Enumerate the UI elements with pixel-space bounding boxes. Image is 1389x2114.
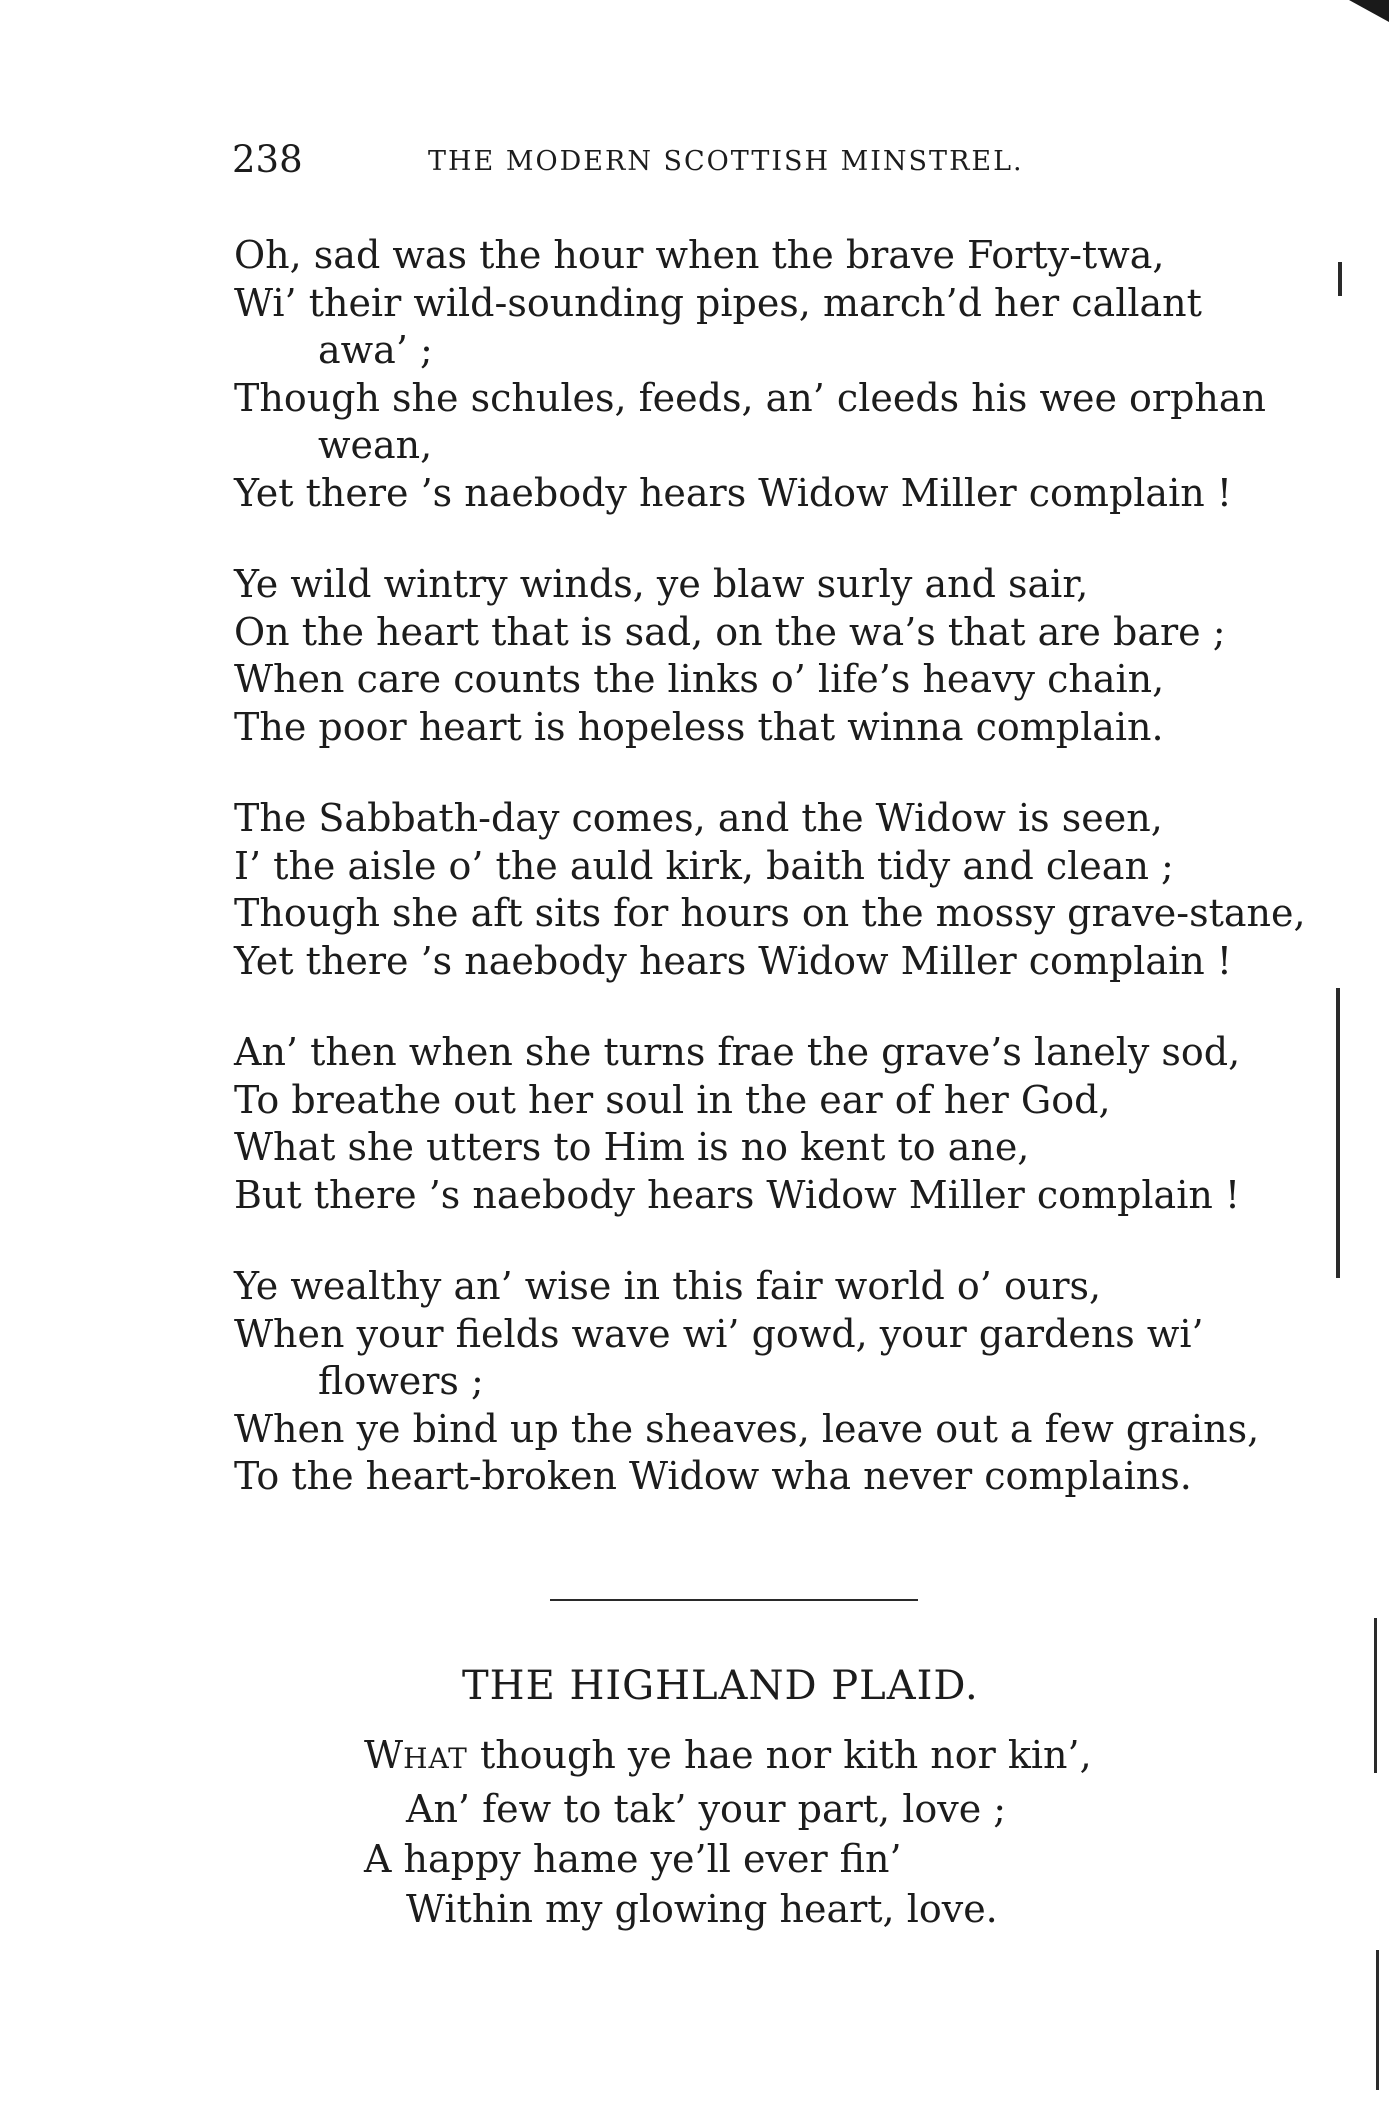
poem-line (364, 1730, 1092, 1784)
margin-mark (1376, 1950, 1379, 2090)
poem-line: A happy hame ye’ll ever fin’ (364, 1837, 902, 1881)
poem-line: Oh, sad was the hour when the brave Forty-twa, (234, 233, 1165, 277)
poem-line: Though she schules, feeds, an’ cleeds his wee orphan (234, 375, 1267, 420)
poem-line-continuation: awa’ ; (318, 328, 433, 372)
song-title: THE HIGHLAND PLAID. (462, 1663, 979, 1709)
poem-line: An’ then when she turns frae the grave’s lanely sod, (234, 1030, 1241, 1074)
running-head: THE MODERN SCOTTISH MINSTREL. (428, 146, 1024, 177)
initial-letter: W (364, 1733, 404, 1777)
poem-line: Wi’ their wild-sounding pipes, march’d her callant (234, 280, 1202, 325)
stanza-1 (234, 232, 1267, 517)
poem-line-continuation: wean, (318, 423, 433, 467)
poem-line: When care counts the links o’ life’s heavy chain, (234, 657, 1165, 701)
poem-line: But there ’s naebody hears Widow Miller complain ! (234, 1172, 1241, 1217)
poem-line: When your fields wave wi’ gowd, your gardens wi’ (234, 1311, 1204, 1356)
stanza-5 (234, 1263, 1260, 1501)
poem-line: When ye bind up the sheaves, leave out a few grains, (234, 1406, 1260, 1451)
poem-line: To the heart-broken Widow wha never complains. (234, 1454, 1192, 1498)
margin-mark (1374, 1618, 1377, 1773)
poem-line: To breathe out her soul in the ear of her God, (234, 1077, 1111, 1122)
poem-line: I’ the aisle o’ the auld kirk, baith tidy and clean ; (234, 843, 1174, 888)
poem-highland-plaid (364, 1730, 1092, 1934)
scan-corner-mark (1349, 0, 1389, 22)
poem-line: Though she aft sits for hours on the mossy grave-stane, (234, 891, 1306, 935)
poem-line: What she utters to Him is no kent to ane, (234, 1125, 1030, 1169)
section-divider (550, 1599, 918, 1601)
poem-line: The poor heart is hopeless that winna complain. (234, 704, 1164, 749)
poem-line: Yet there ’s naebody hears Widow Miller complain ! (234, 470, 1233, 515)
poem-line: The Sabbath-day comes, and the Widow is seen, (234, 796, 1163, 840)
poem-line: Ye wild wintry winds, ye blaw surly and sair, (234, 562, 1089, 606)
margin-mark (1336, 988, 1340, 1278)
small-caps-word: HAT (403, 1742, 468, 1775)
stanza-2 (234, 561, 1254, 751)
margin-mark (1338, 262, 1342, 296)
stanza-4 (234, 1029, 1254, 1219)
poem-line-continuation: flowers ; (318, 1359, 484, 1403)
page-header (232, 138, 1252, 188)
poem-line: On the heart that is sad, on the wa’s that are bare ; (234, 609, 1226, 654)
poem-line: Yet there ’s naebody hears Widow Miller complain ! (234, 938, 1233, 983)
poem-line: Within my glowing heart, love. (406, 1887, 998, 1931)
poem-line: Ye wealthy an’ wise in this fair world o’ ours, (234, 1264, 1102, 1308)
line-text: though ye hae nor kith nor kin’, (467, 1733, 1092, 1777)
poem-widow-miller (234, 232, 1306, 1545)
stanza-3 (234, 795, 1306, 985)
poem-line: An’ few to tak’ your part, love ; (406, 1787, 1007, 1831)
page-number: 238 (232, 138, 303, 181)
